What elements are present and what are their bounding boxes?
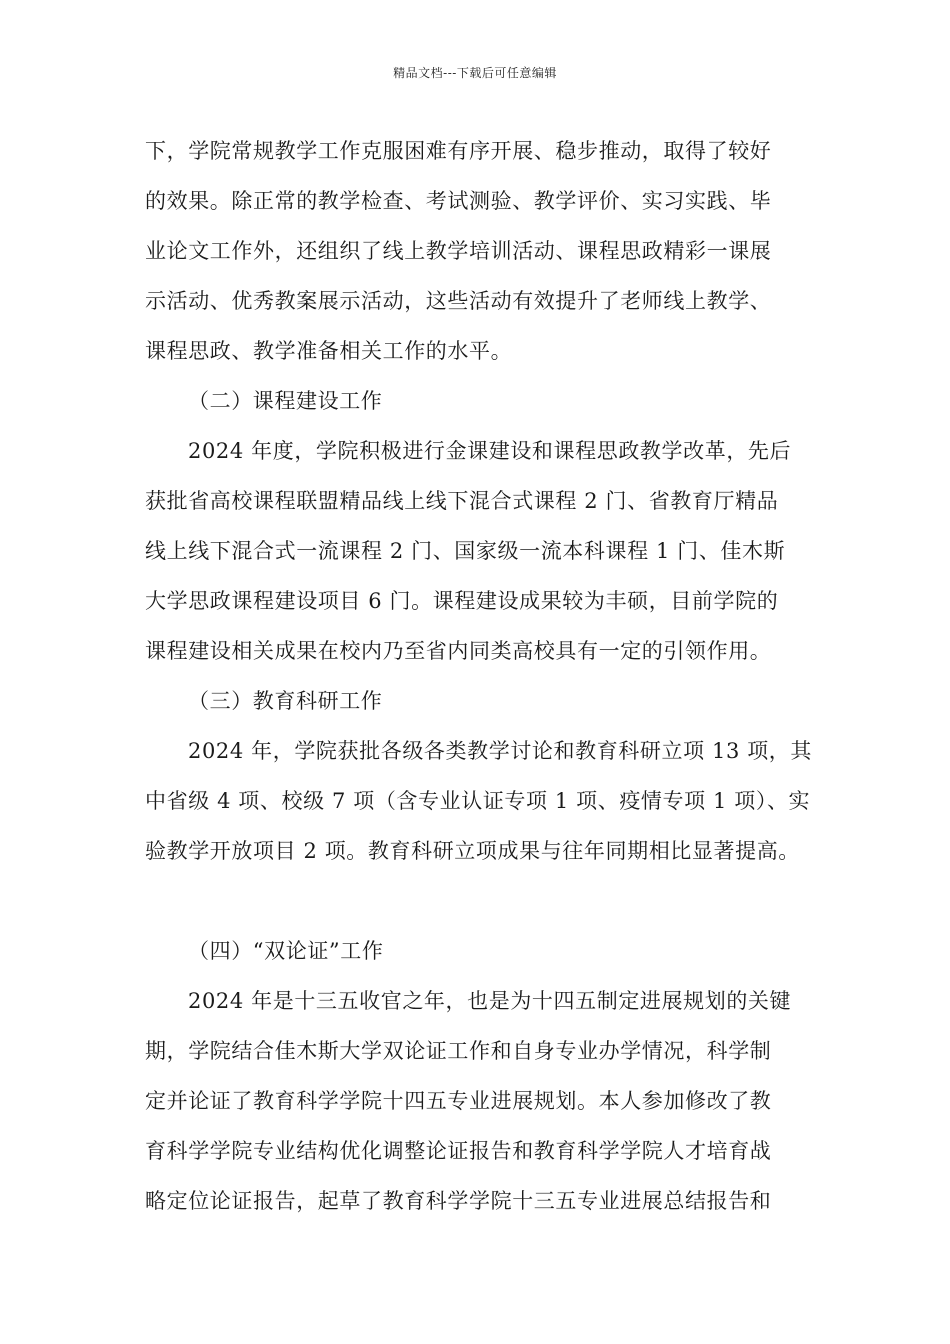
- section-heading: （二）课程建设工作: [188, 389, 383, 413]
- paragraph-first-line: 2024 年是十三五收官之年，也是为十四五制定进展规划的关键: [188, 989, 792, 1013]
- body-line: 定并论证了教育科学学院十四五专业进展规划。本人参加修改了教: [145, 1089, 772, 1113]
- body-line: 示活动、优秀教案展示活动，这些活动有效提升了老师线上教学、: [145, 289, 772, 313]
- body-line: 业论文工作外，还组织了线上教学培训活动、课程思政精彩一课展: [145, 239, 772, 263]
- body-line: 下，学院常规教学工作克服困难有序开展、稳步推动，取得了较好: [145, 139, 772, 163]
- section-heading: （四）“双论证”工作: [188, 939, 384, 963]
- body-line: 获批省高校课程联盟精品线上线下混合式课程 2 门、省教育厅精品: [145, 489, 779, 513]
- paragraph-first-line: 2024 年，学院获批各级各类教学讨论和教育科研立项 13 项，其: [188, 739, 812, 763]
- body-line: 育科学学院专业结构优化调整论证报告和教育科学学院人才培育战: [145, 1139, 772, 1163]
- body-line: 略定位论证报告，起草了教育科学学院十三五专业进展总结报告和: [145, 1189, 772, 1213]
- body-line: 验教学开放项目 2 项。教育科研立项成果与往年同期相比显著提高。: [145, 839, 800, 863]
- body-line: 线上线下混合式一流课程 2 门、国家级一流本科课程 1 门、佳木斯: [145, 539, 786, 563]
- paragraph-first-line: 2024 年度，学院积极进行金课建设和课程思政教学改革，先后: [188, 439, 792, 463]
- section-heading: （三）教育科研工作: [188, 689, 383, 713]
- body-line: 课程建设相关成果在校内乃至省内同类高校具有一定的引领作用。: [145, 639, 772, 663]
- body-line: 课程思政、教学准备相关工作的水平。: [145, 339, 513, 363]
- body-line: 中省级 4 项、校级 7 项（含专业认证专项 1 项、疫情专项 1 项）、实: [145, 789, 811, 813]
- body-line: 的效果。除正常的教学检查、考试测验、教学评价、实习实践、毕: [145, 189, 772, 213]
- page-header: 精品文档---下载后可任意编辑: [393, 66, 557, 80]
- body-line: 大学思政课程建设项目 6 门。课程建设成果较为丰硕，目前学院的: [145, 589, 779, 613]
- body-line: 期，学院结合佳木斯大学双论证工作和自身专业办学情况，科学制: [145, 1039, 772, 1063]
